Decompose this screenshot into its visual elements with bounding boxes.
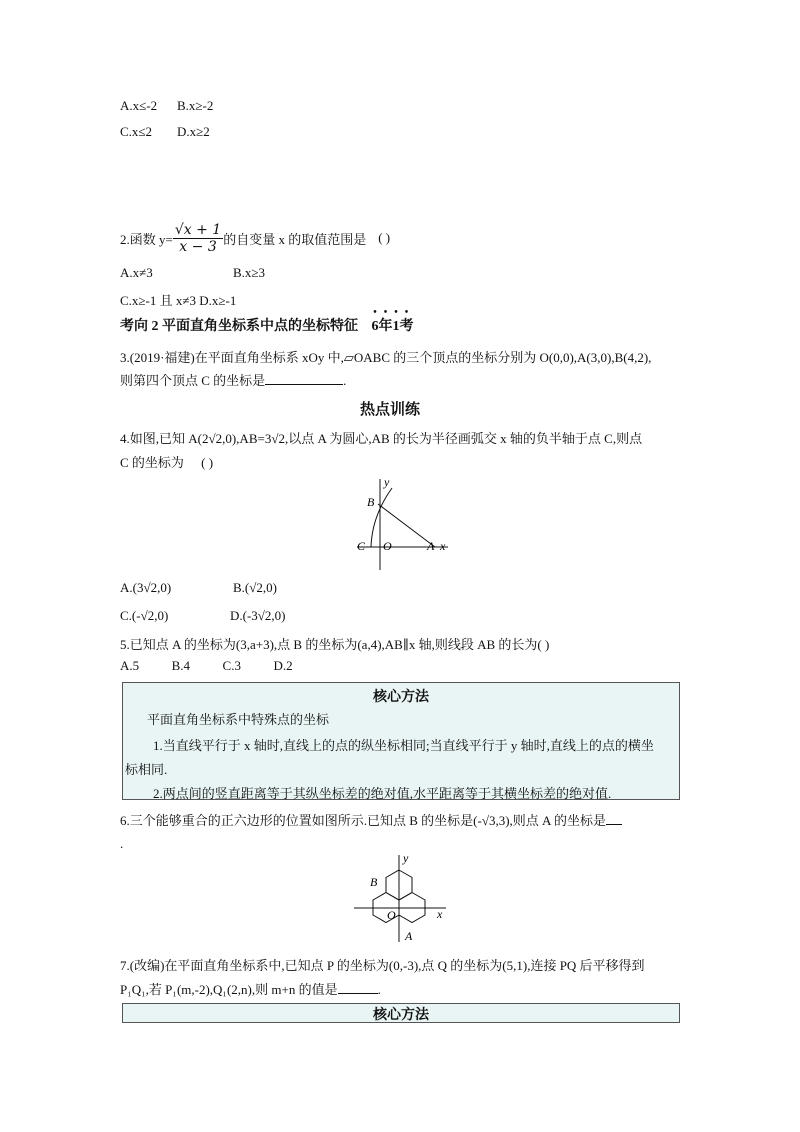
- q4-line2: [120, 452, 213, 471]
- fig2-label-b: B: [370, 875, 378, 889]
- section2-freq-4: 考: [399, 319, 414, 334]
- q1-option-d: D.x≥2: [177, 124, 210, 139]
- fig1-label-o: O: [383, 539, 392, 553]
- core-method-point-1: 1.当直线平行于 x 轴时,直线上的点的纵坐标相同;当直线平行于 y 轴时,直线上的点的横坐: [153, 738, 654, 753]
- q4-line2-text: C 的坐标为: [120, 455, 184, 470]
- core-method-point-1-cont: 标相同.: [125, 762, 168, 777]
- q3-line1: 3.(2019·福建)在平面直角坐标系 xOy 中,▱OABC 的三个顶点的坐标分别为 O(0,0),A(3,0),B(4,2),: [120, 350, 652, 365]
- core-method-box: [122, 682, 680, 800]
- q4-option-c: C.(-√2,0): [120, 608, 169, 623]
- q4-option-d: D.(-3√2,0): [230, 608, 286, 623]
- core-method-point-2: 2.两点间的竖直距离等于其纵坐标差的绝对值,水平距离等于其横坐标差的绝对值.: [153, 786, 612, 801]
- q6-line2: .: [120, 836, 124, 851]
- q7-end: .: [377, 982, 381, 997]
- section2-freq-1: 6 •: [372, 319, 379, 334]
- core-method-title: 核心方法: [373, 690, 429, 705]
- q2-option-a: A.x≠3: [120, 265, 153, 280]
- fig2-label-a: A: [405, 929, 413, 943]
- q6-text: 6.三个能够重合的正六边形的位置如图所示.已知点 B 的坐标是(-√3,3),则点 A 的坐标是: [120, 813, 606, 828]
- fig1-label-c: C: [357, 539, 366, 553]
- fig1-label-x: x: [440, 539, 446, 553]
- section2-freq-3: 1 •: [393, 319, 400, 334]
- figure-three-hexagons: [350, 852, 450, 944]
- q6-line1: [120, 810, 622, 829]
- fig2-label-x: x: [437, 907, 443, 921]
- q4-line1: 4.如图,已知 A(2√2,0),AB=3√2,以点 A 为圆心,AB 的长为半径画弧交 x 轴的负半轴于点 C,则点: [120, 431, 643, 446]
- q2-suffix: 的自变量 x 的取值范围是: [223, 231, 367, 247]
- q2-stem: [120, 215, 390, 261]
- q4-option-a: A.(3√2,0): [120, 580, 172, 595]
- q4-option-b: B.(√2,0): [233, 580, 277, 595]
- q2-fraction: [173, 222, 223, 255]
- section2-freq-2: 年: [378, 319, 393, 334]
- q7-line2-text: P₁Q₁,若 P₁(m,-2),Q₁(2,n),则 m+n 的值是: [120, 982, 338, 997]
- q2-answer-paren: ( ): [378, 230, 391, 245]
- fig1-label-b: B: [367, 495, 375, 509]
- core-method-box-2: [122, 1003, 680, 1023]
- fig2-label-o: O: [387, 908, 396, 922]
- q1-option-a: A.x≤-2: [120, 98, 158, 113]
- q4-answer-paren: ( ): [201, 455, 214, 470]
- figure-circle-arc: [352, 476, 452, 572]
- core-method-title-2: 核心方法: [373, 1008, 429, 1023]
- fig1-label-a: A: [427, 539, 435, 553]
- q7-line2: [120, 979, 381, 998]
- q2-prefix: 2.函数 y=: [120, 231, 173, 247]
- q7-answer-blank: [338, 981, 378, 994]
- q7-line1: 7.(改编)在平面直角坐标系中,已知点 P 的坐标为(0,-3),点 Q 的坐标为(5,1),连接 PQ 后平移得到: [120, 958, 645, 973]
- section2-title: 考向 2 平面直角坐标系中点的坐标特征: [120, 319, 358, 334]
- fig1-label-y: y: [384, 476, 390, 489]
- core-method-subtitle: 平面直角坐标系中特殊点的坐标: [147, 712, 330, 727]
- q2-option-b: B.x≥3: [233, 265, 266, 280]
- q3-line2: [120, 370, 346, 389]
- q2-denominator: x − 3: [179, 238, 217, 255]
- q1-option-b: B.x≥-2: [177, 98, 214, 113]
- q6-answer-blank: [606, 812, 622, 825]
- section2-heading: [120, 315, 414, 335]
- q3-answer-blank: [265, 372, 343, 385]
- q2-option-cd: C.x≥-1 且 x≠3 D.x≥-1: [120, 293, 237, 308]
- q5-options: A.5 B.4 C.3 D.2: [120, 658, 293, 673]
- hot-training-heading: 热点训练: [360, 402, 421, 418]
- q3-end: .: [343, 373, 347, 388]
- q3-line2-text: 则第四个顶点 C 的坐标是: [120, 373, 266, 388]
- fig2-label-y: y: [403, 852, 409, 865]
- q2-numerator: √x + 1: [174, 221, 222, 238]
- q5-stem: 5.已知点 A 的坐标为(3,a+3),点 B 的坐标为(a,4),AB∥x 轴,则线段 AB 的长为( ): [120, 637, 550, 652]
- q1-option-c: C.x≤2: [120, 124, 153, 139]
